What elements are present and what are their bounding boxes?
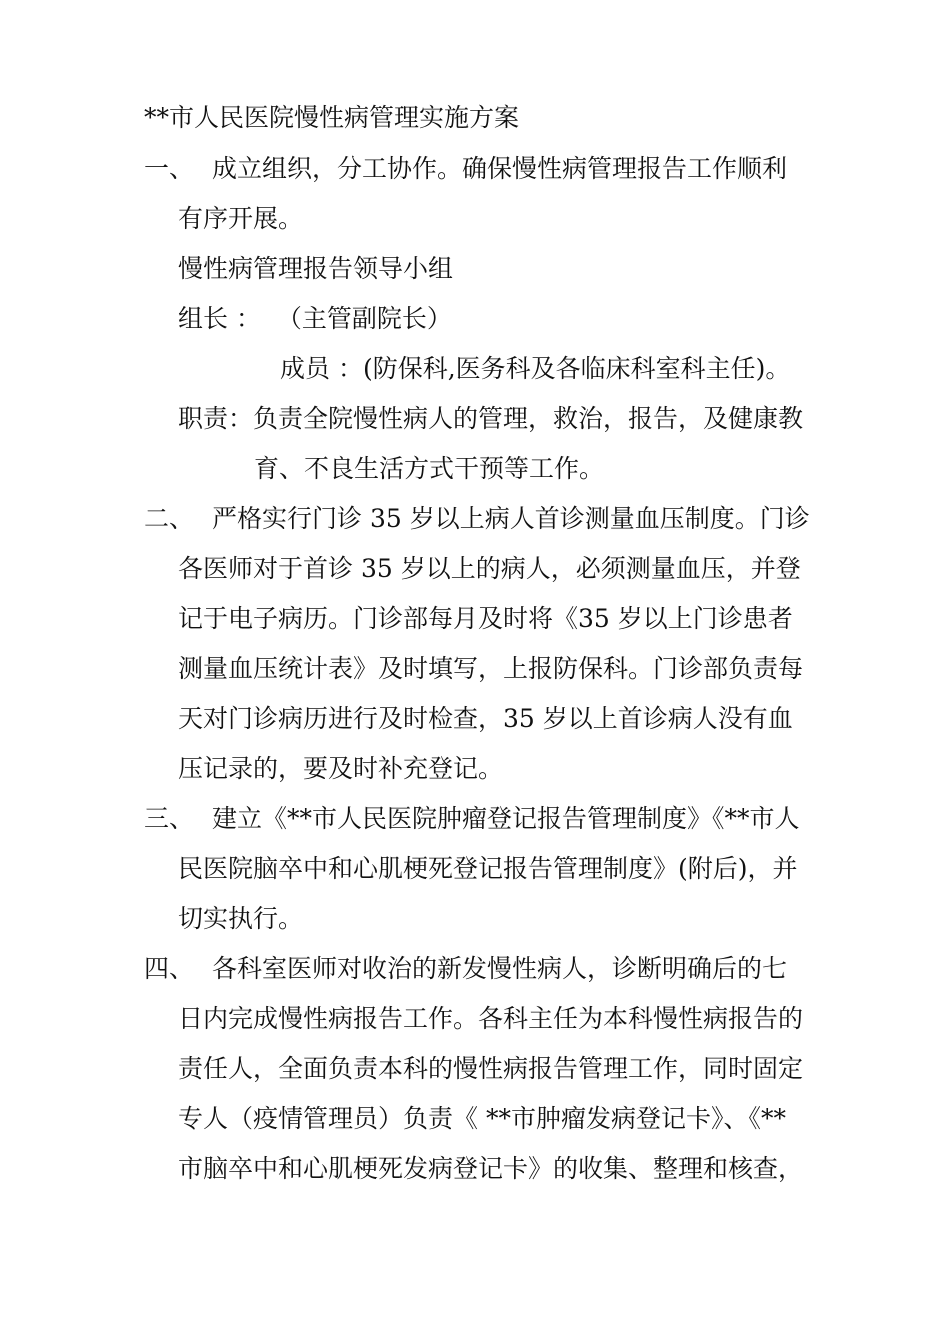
section2-line-6: 压记录的，要及时补充登记。 [178,754,504,783]
section2-line-1: 严格实行门诊 35 岁以上病人首诊测量血压制度。门诊 [212,504,810,533]
section4-line-3: 责任人，全面负责本科的慢性病报告管理工作，同时固定 [178,1054,804,1083]
section-number-3: 三、 [144,804,195,833]
duty-line-2: 育、不良生活方式干预等工作。 [254,454,605,483]
section-number-1: 一、 [144,154,195,183]
section-number-2: 二、 [144,504,195,533]
section4-line-1: 各科室医师对收治的新发慢性病人，诊断明确后的七 [212,954,788,983]
section2-line-5: 天对门诊病历进行及时检查，35 岁以上首诊病人没有血 [178,704,793,733]
section2-line-4: 测量血压统计表》及时填写，上报防保科。门诊部负责每 [178,654,804,683]
section3-line-1: 建立《**市人民医院肿瘤登记报告管理制度》《**市人 [212,804,800,833]
section4-line-4: 专人（疫情管理员）负责《 **市肿瘤发病登记卡》、《** [178,1104,786,1133]
document-title: **市人民医院慢性病管理实施方案 [144,103,520,132]
section3-line-3: 切实执行。 [178,904,304,933]
duty-line-1: 职责：负责全院慢性病人的管理，救治，报告，及健康教 [178,404,804,433]
section1-line-1: 成立组织，分工协作。确保慢性病管理报告工作顺利 [212,154,788,183]
group-leader: 组长 ： （主管副院长） [178,304,452,333]
section4-line-2: 日内完成慢性病报告工作。各科主任为本科慢性病报告的 [178,1004,804,1033]
group-title: 慢性病管理报告领导小组 [178,254,454,283]
group-members: 成员 ：(防保科,医务科及各临床科室科主任)。 [280,354,791,383]
section2-line-2: 各医师对于首诊 35 岁以上的病人，必须测量血压，并登 [178,554,801,583]
section4-line-5: 市脑卒中和心肌梗死发病登记卡》的收集、整理和核查， [178,1154,804,1183]
section1-line-2: 有序开展。 [178,204,304,233]
section3-line-2: 民医院脑卒中和心肌梗死登记报告管理制度》(附后)，并 [178,854,798,883]
section-number-4: 四、 [144,954,195,983]
section2-line-3: 记于电子病历。门诊部每月及时将《35 岁以上门诊患者 [178,604,793,633]
